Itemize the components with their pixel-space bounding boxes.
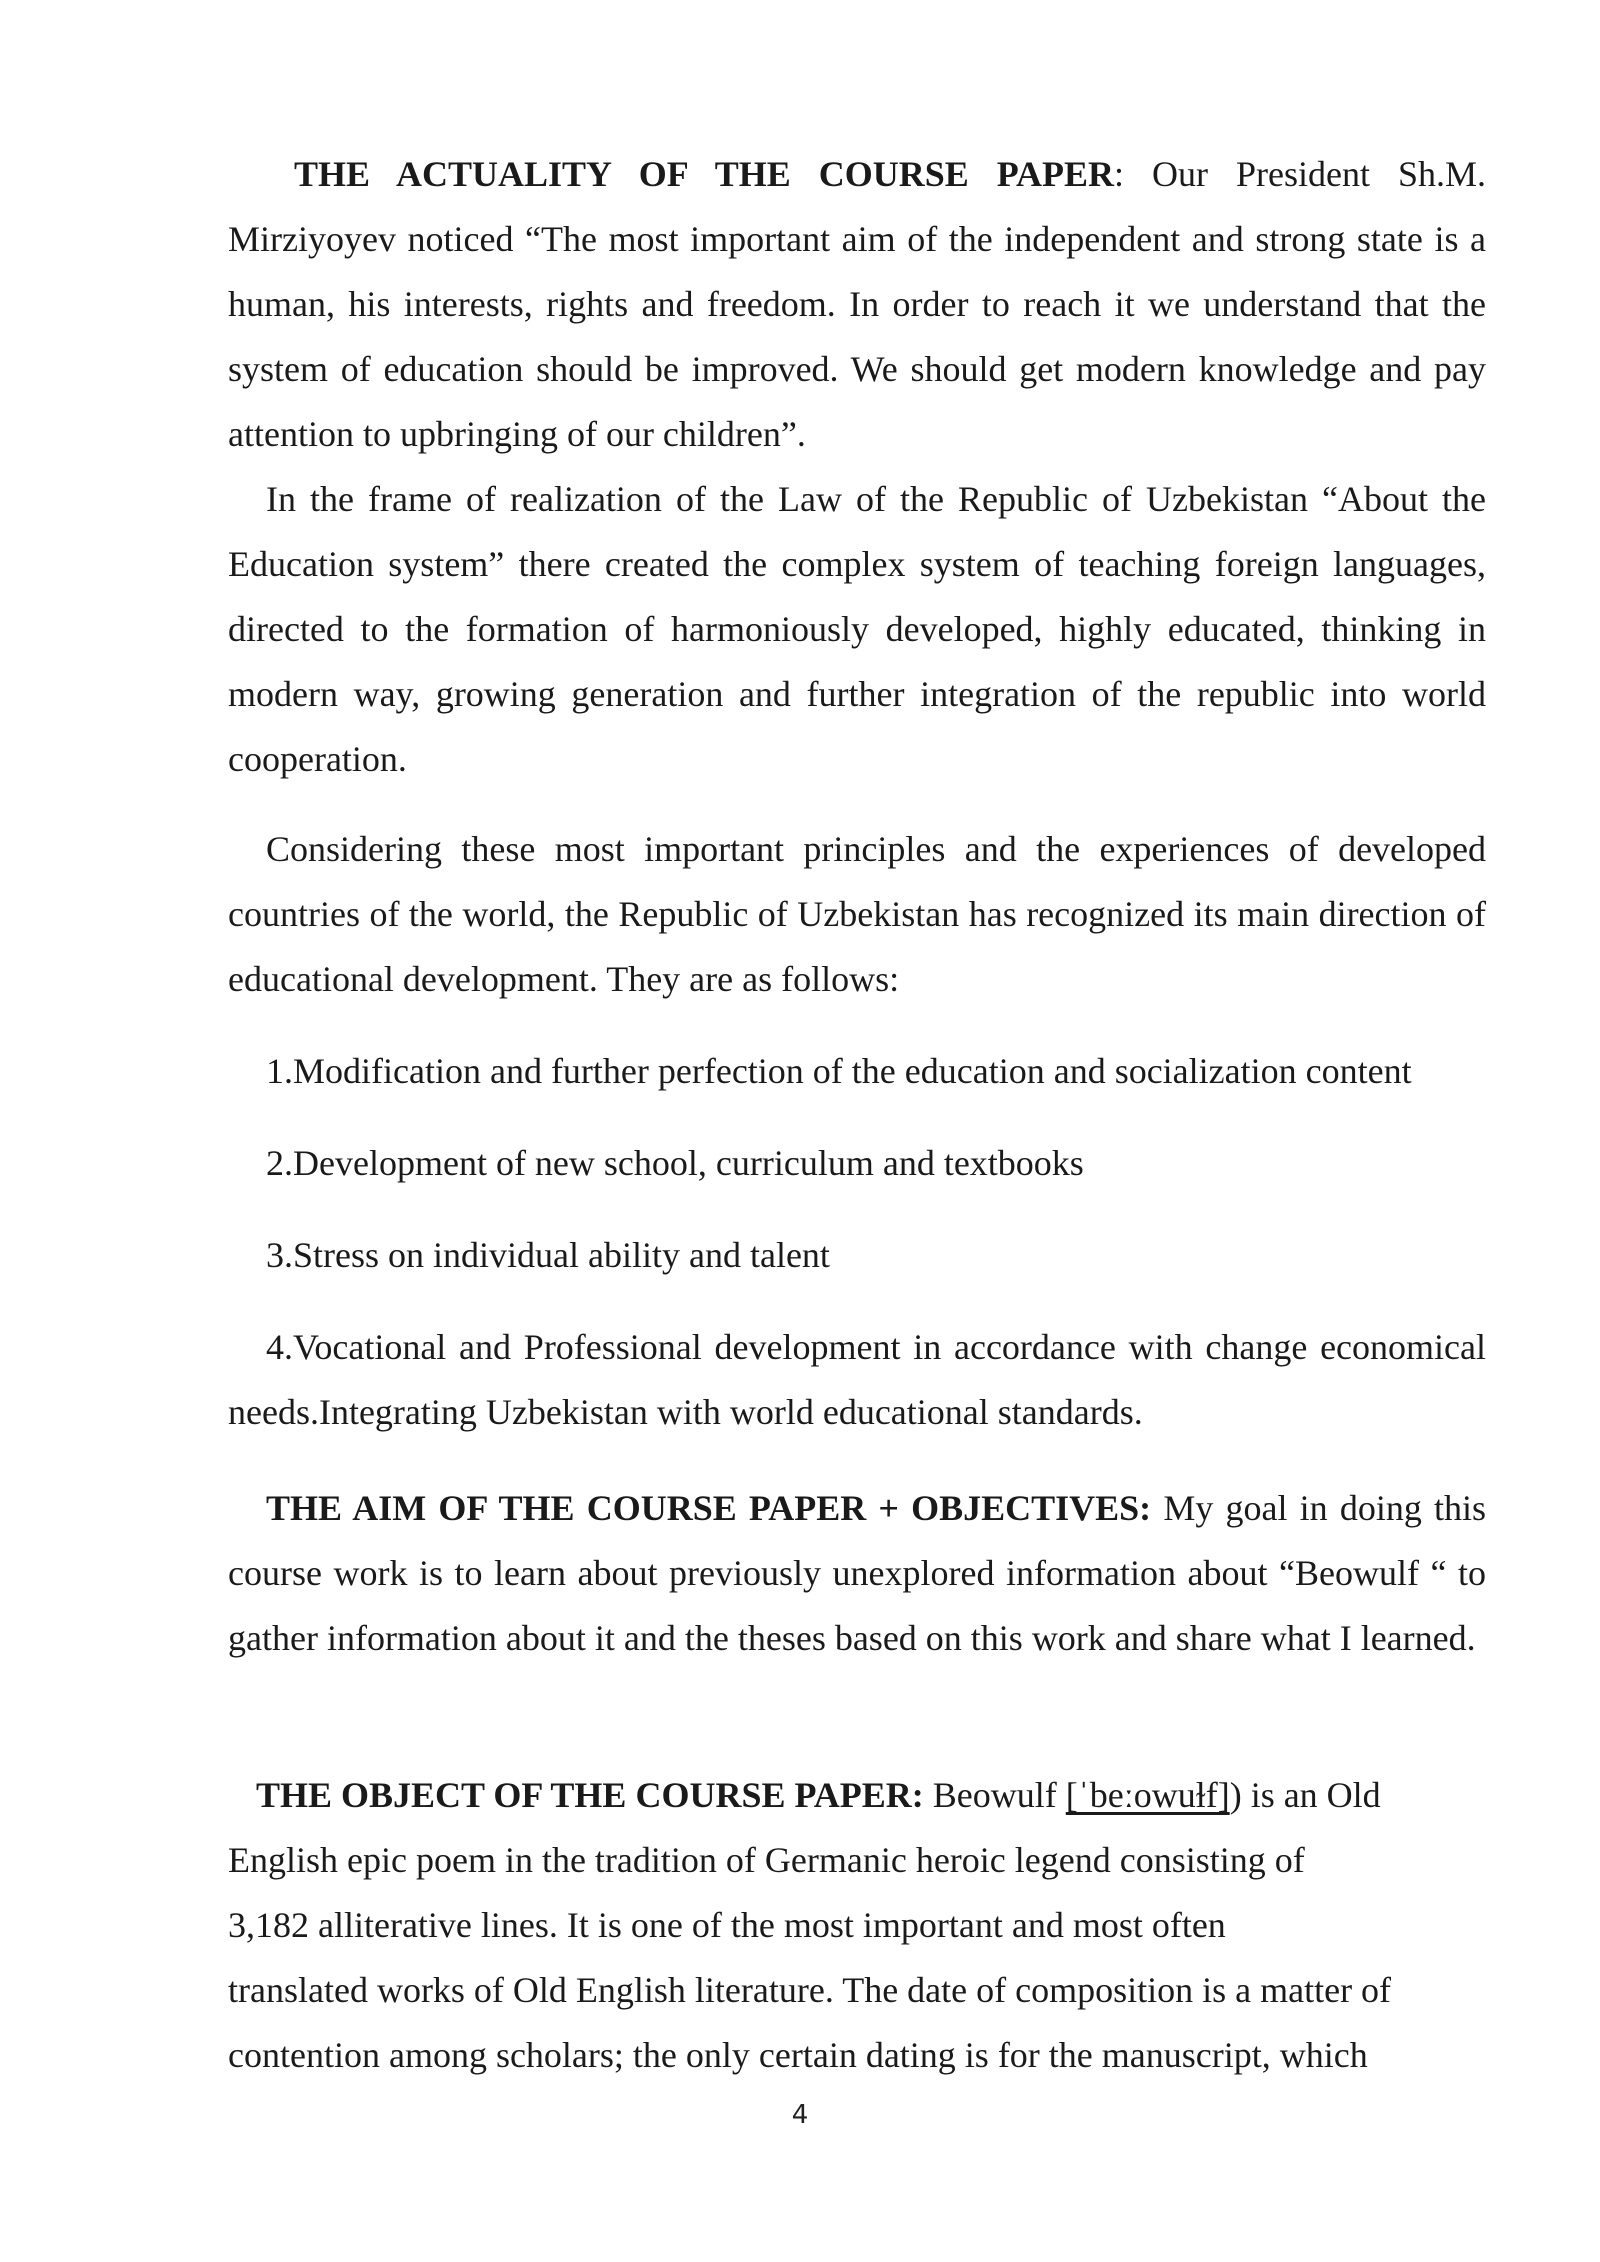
object-line: 3,182 alliterative lines. It is one of the most important and most often — [228, 1905, 1226, 1945]
page-number: 4 — [791, 2100, 809, 2130]
object-line: translated works of Old English literature. The date of composition is a matter of — [228, 1970, 1392, 2010]
object-text: ) is an Old — [1229, 1775, 1381, 1815]
aim-text: My goal in doing this course work is to learn about previously unexplored information about “Beowulf “ to gather information about it and the theses based on this work and share what I learned. — [228, 1488, 1486, 1658]
list-item: 2.Development of new school, curriculum and textbooks — [266, 1143, 1084, 1183]
list-item: 1.Modification and further perfection of the education and socialization content — [266, 1051, 1412, 1091]
object-line: contention among scholars; the only certain dating is for the manuscript, which — [228, 2035, 1368, 2075]
law-paragraph: In the frame of realization of the Law of the Republic of Uzbekistan “About the Education system” there created the complex system of teaching foreign languages, directed to the formation of harmoniously developed, highly educated, thinking in modern way, growing generation and further integration of the republic into world cooperation. — [228, 479, 1486, 779]
actuality-paragraph — [228, 142, 1486, 467]
object-line: English epic poem in the tradition of Germanic heroic legend consisting of — [228, 1840, 1305, 1880]
object-text: Beowulf — [923, 1775, 1066, 1815]
list-item: 3.Stress on individual ability and talent — [266, 1235, 830, 1275]
aim-paragraph — [228, 1476, 1486, 1671]
list-item: 4.Vocational and Professional development in accordance with change economical needs.Integrating Uzbekistan with world educational standards. — [228, 1327, 1486, 1432]
object-heading: THE OBJECT OF THE COURSE PAPER: — [256, 1775, 924, 1815]
object-paragraph — [228, 1763, 1486, 2088]
considering-paragraph: Considering these most important principles and the experiences of developed countries of the world, the Republic of Uzbekistan has recognized its main direction of educational development. They are as follows: — [228, 829, 1486, 999]
aim-heading: THE AIM OF THE COURSE PAPER + OBJECTIVES: — [266, 1488, 1152, 1528]
actuality-heading: THE ACTUALITY OF THE COURSE PAPER — [294, 154, 1115, 194]
object-first-line — [228, 1763, 1486, 1828]
pronunciation-link[interactable]: [ˈbeːowuɫf] — [1065, 1775, 1230, 1815]
actuality-text: : Our President Sh.M. Mirziyoyev noticed “The most important aim of the independent and strong state is a human, his interests, rights and freedom. In order to reach it we understand that the system of education should be improved. We should get modern knowledge and pay attention to upbringing of our children”. — [228, 154, 1486, 454]
